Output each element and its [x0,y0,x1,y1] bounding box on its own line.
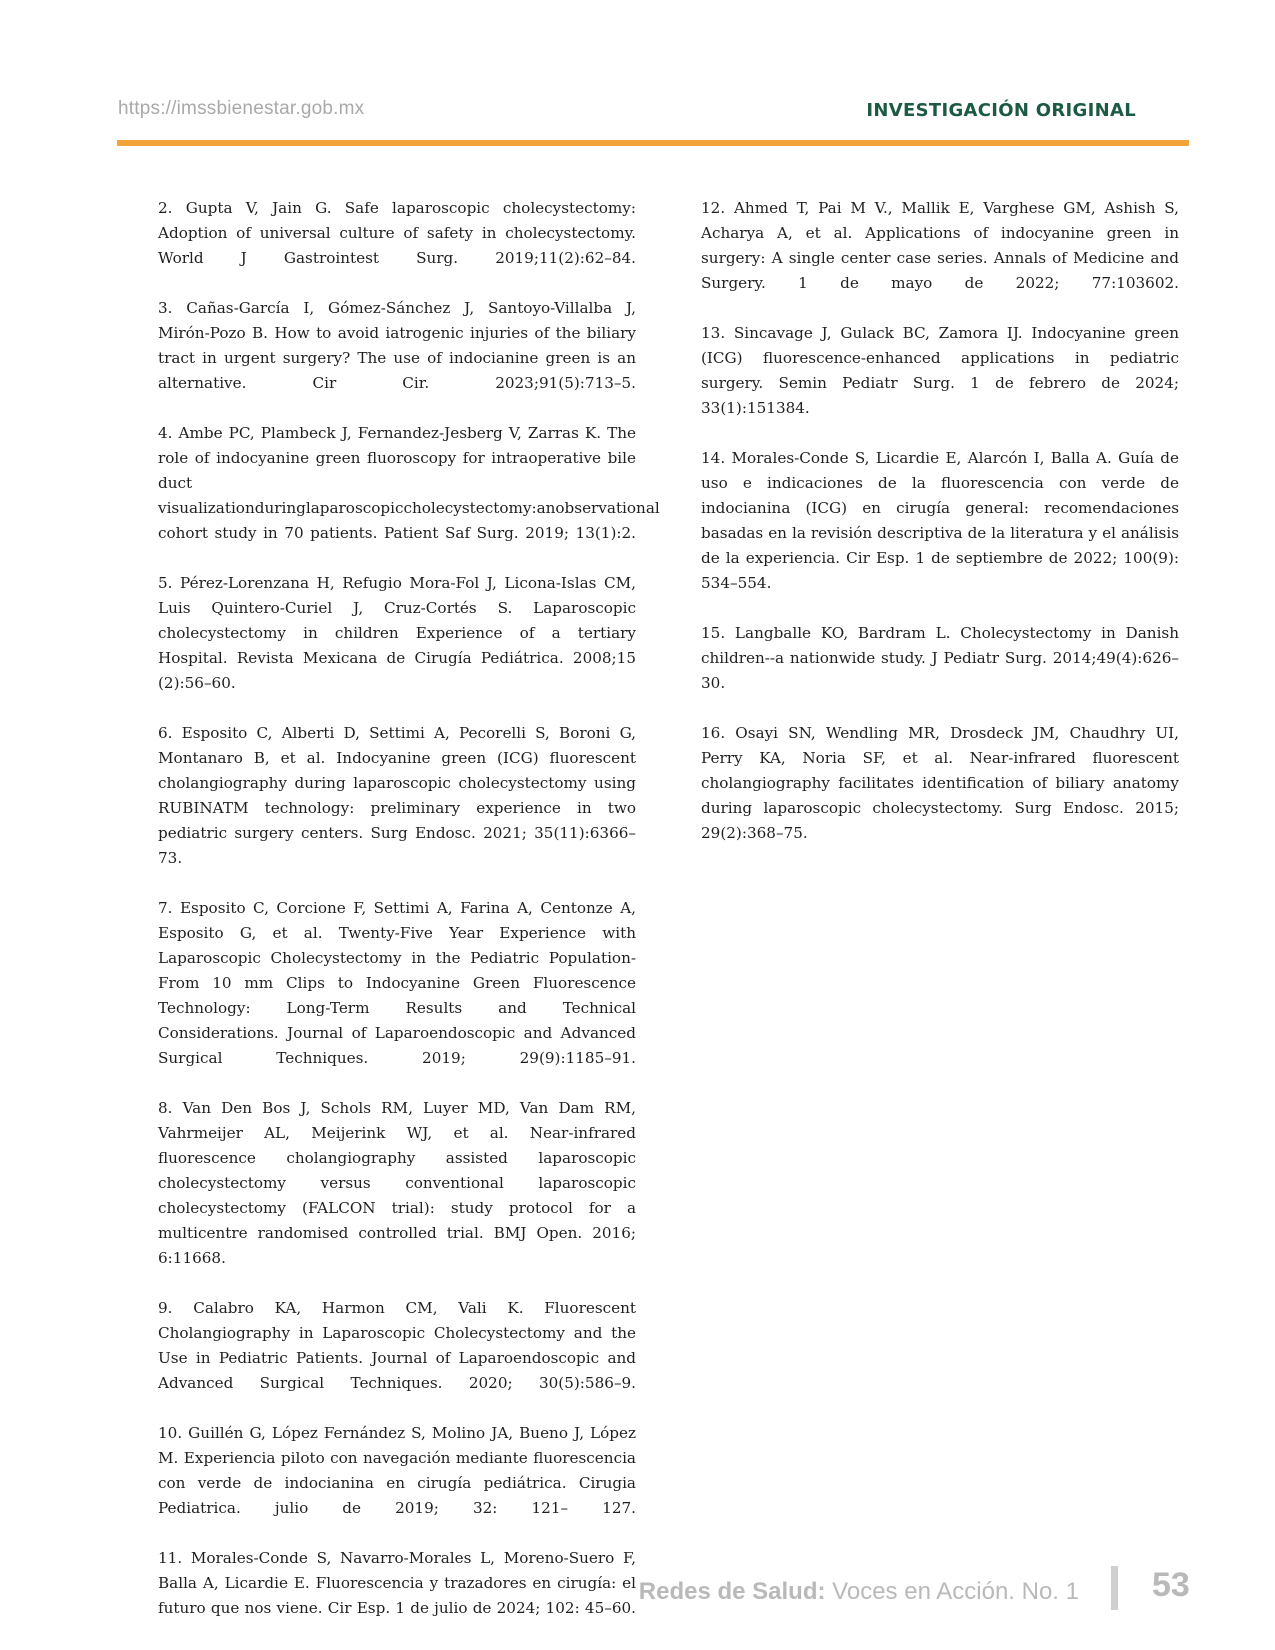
footer-journal-bold: Redes de Salud: [638,1578,826,1605]
reference-item: 12. Ahmed T, Pai M V., Mallik E, Varghese GM, Ashish S, Acharya A, et al. Applications of indocyanine green in surgery: A single center case series. Annals of Medicine and Surgery. 1 de mayo de 2022; 77:103602. [701,199,1179,292]
reference-item: 7. Esposito C, Corcione F, Settimi A, Farina A, Centonze A, Esposito G, et al. Twenty-Five Year Experience with Laparoscopic Cholecystectomy in the Pediatric Population-From 10 mm Clips to Indocyanine Green Fluorescence Technology: Long-Term Results and Technical Considerations. Journal of Laparoendoscopic and Advanced Surgical Techniques. 2019; 29(9):1185–91. [158,899,636,1067]
references-right-column [701,196,1179,871]
reference-item: 14. Morales-Conde S, Licardie E, Alarcón I, Balla A. Guía de uso e indicaciones de la fluorescencia con verde de indocianina (ICG) en cirugía general: recomendaciones basadas en la revisión descriptiva de la literatura y el análisis de la experiencia. Cir Esp. 1 de septiembre de 2022; 100(9): 534–554. [701,449,1179,592]
footer-journal [639,1578,1079,1606]
reference-item: 11. Morales-Conde S, Navarro-Morales L, Moreno-Suero F, Balla A, Licardie E. Fluorescencia y trazadores en cirugía: el futuro que nos viene. Cir Esp. 1 de julio de 2024; 102: 45–60. [158,1549,636,1617]
reference-item: 4. Ambe PC, Plambeck J, Fernandez-Jesberg V, Zarras K. The role of indocyanine green fluoroscopy for intraoperative bile duct visualizationduringlaparoscopiccholecystectomy:anobservational cohort study in 70 patients. Patient Saf Surg. 2019; 13(1):2. [158,424,660,542]
reference-item: 13. Sincavage J, Gulack BC, Zamora IJ. Indocyanine green (ICG) fluorescence-enhanced applications in pediatric surgery. Semin Pediatr Surg. 1 de febrero de 2024; 33(1):151384. [701,324,1179,417]
header-divider [117,140,1189,146]
reference-item: 2. Gupta V, Jain G. Safe laparoscopic cholecystectomy: Adoption of universal culture of safety in cholecystectomy. World J Gastrointest Surg. 2019;11(2):62–84. [158,199,636,267]
reference-item: 16. Osayi SN, Wendling MR, Drosdeck JM, Chaudhry UI, Perry KA, Noria SF, et al. Near-infrared fluorescent cholangiography facilitates identification of biliary anatomy during laparoscopic cholecystectomy. Surg Endosc. 2015; 29(2):368–75. [701,724,1179,842]
reference-item: 9. Calabro KA, Harmon CM, Vali K. Fluorescent Cholangiography in Laparoscopic Cholecystectomy and the Use in Pediatric Patients. Journal of Laparoendoscopic and Advanced Surgical Techniques. 2020; 30(5):586–9. [158,1299,636,1392]
reference-item: 6. Esposito C, Alberti D, Settimi A, Pecorelli S, Boroni G, Montanaro B, et al. Indocyanine green (ICG) fluorescent cholangiography during laparoscopic cholecystectomy using RUBINATM technology: preliminary experience in two pediatric surgery centers. Surg Endosc. 2021; 35(11):6366–73. [158,724,636,867]
footer-divider [1111,1566,1118,1610]
references-left-column [158,196,660,1646]
reference-item: 5. Pérez-Lorenzana H, Refugio Mora-Fol J, Licona-Islas CM, Luis Quintero-Curiel J, Cruz-Cortés S. Laparoscopic cholecystectomy in children Experience of a tertiary Hospital. Revista Mexicana de Cirugía Pediátrica. 2008;15 (2):56–60. [158,574,636,692]
reference-item: 8. Van Den Bos J, Schols RM, Luyer MD, Van Dam RM, Vahrmeijer AL, Meijerink WJ, et al. Near-infrared fluorescence cholangiography assisted laparoscopic cholecystectomy versus conventional laparoscopic cholecystectomy (FALCON trial): study protocol for a multicentre randomised controlled trial. BMJ Open. 2016; 6:11668. [158,1099,636,1267]
reference-item: 3. Cañas-García I, Gómez-Sánchez J, Santoyo-Villalba J, Mirón-Pozo B. How to avoid iatrogenic injuries of the biliary tract in urgent surgery? The use of indocianine green is an alternative. Cir Cir. 2023;91(5):713–5. [158,299,636,392]
page-number: 53 [1152,1566,1190,1604]
section-title: INVESTIGACIÓN ORIGINAL [866,100,1136,121]
reference-item: 10. Guillén G, López Fernández S, Molino JA, Bueno J, López M. Experiencia piloto con navegación mediante fluorescencia con verde de indocianina en cirugía pediátrica. Cirugia Pediatrica. julio de 2019; 32: 121– 127. [158,1424,636,1517]
footer-journal-rest: Voces en Acción. No. 1 [825,1578,1079,1605]
header-url: https://imssbienestar.gob.mx [118,98,365,119]
reference-item: 15. Langballe KO, Bardram L. Cholecystectomy in Danish children--a nationwide study. J Pediatr Surg. 2014;49(4):626–30. [701,624,1179,692]
